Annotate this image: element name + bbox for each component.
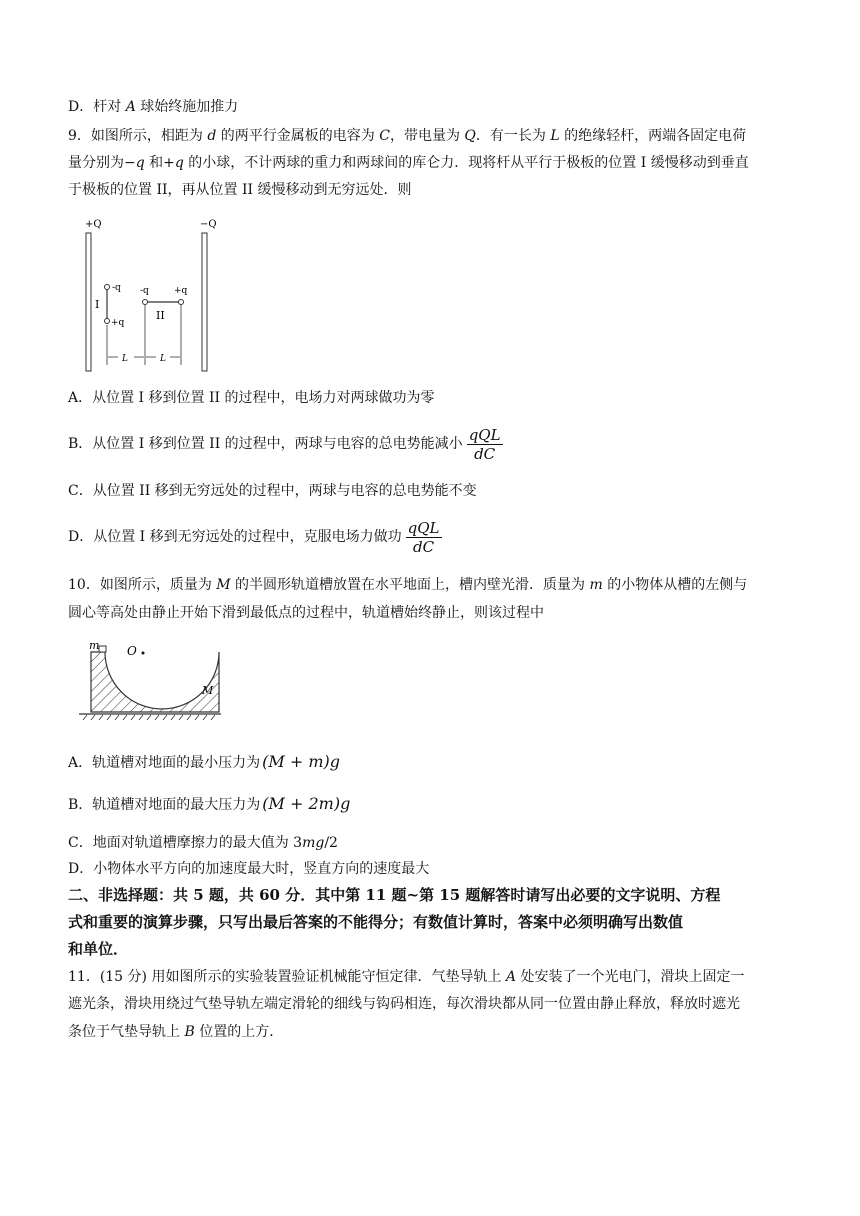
q9-option-d bbox=[68, 516, 442, 558]
q9-stem-line3: 于极板的位置 II，再从位置 II 缓慢移动到无穷远处．则 bbox=[68, 182, 412, 198]
capacitor-figure bbox=[80, 215, 225, 375]
stem-text: 量分别为− bbox=[68, 155, 136, 171]
stem-text: ，带电量为 bbox=[389, 128, 465, 144]
stem-text: 10．如图所示，质量为 bbox=[68, 577, 217, 593]
pos1-label: I bbox=[95, 298, 100, 311]
plate-left-label: +Q bbox=[85, 219, 102, 230]
q11-line2: 遮光条，滑块用绕过气垫导轨左端定滑轮的细线与钩码相连，每次滑块都从同一位置由静止释放，释放时遮光 bbox=[68, 996, 740, 1012]
variable-q: Q bbox=[464, 128, 476, 144]
charge-label: +q bbox=[111, 318, 125, 328]
charge-ball bbox=[143, 300, 148, 305]
q9-option-a: A．从位置 I 移到位置 II 的过程中，电场力对两球做功为零 bbox=[68, 390, 435, 406]
m-label: m bbox=[89, 639, 100, 652]
fraction bbox=[467, 426, 503, 463]
q9-option-b bbox=[68, 423, 503, 465]
q9-stem-line1 bbox=[68, 126, 746, 146]
q10-stem-line2: 圆心等高处由静止开始下滑到最低点的过程中，轨道槽始终静止，则该过程中 bbox=[68, 605, 544, 621]
fraction-denominator: dC bbox=[413, 537, 435, 556]
o-label: O bbox=[127, 644, 137, 658]
stem-text: 位置的上方． bbox=[194, 1024, 284, 1040]
fraction-denominator: dC bbox=[474, 444, 496, 463]
variable-a: A bbox=[505, 969, 517, 985]
dim-label: L bbox=[122, 354, 128, 364]
variable-m: m bbox=[589, 577, 603, 593]
section2-heading-line3: 和单位． bbox=[68, 940, 129, 958]
q10-option-b bbox=[68, 792, 350, 817]
option-text: 球始终施加推力 bbox=[135, 99, 239, 115]
variable-d: d bbox=[207, 128, 217, 144]
stem-text: 11．(15 分) 用如图所示的实验装置验证机械能守恒定律．气垫导轨上 bbox=[68, 969, 506, 985]
stem-text: 的小物体从槽的左侧与 bbox=[602, 577, 748, 593]
variable-a: A bbox=[125, 99, 136, 115]
q8-option-d bbox=[68, 97, 238, 117]
q9-stem-line2 bbox=[68, 153, 749, 173]
track-body bbox=[91, 652, 219, 712]
fraction-numerator: qQL bbox=[407, 518, 440, 537]
plate-right-label: −Q bbox=[200, 219, 217, 230]
plate-right bbox=[202, 233, 207, 371]
dim-label: L bbox=[160, 354, 166, 364]
stem-text: 的半圆形轨道槽放置在水平地面上，槽内壁光滑．质量为 bbox=[230, 577, 590, 593]
variable-b: B bbox=[184, 1024, 195, 1040]
center-point bbox=[142, 652, 145, 655]
formula: (M + m)g bbox=[262, 752, 340, 771]
stem-text: 和+ bbox=[144, 155, 175, 171]
stem-text: 9．如图所示，相距为 bbox=[68, 128, 208, 144]
ground-hatch bbox=[83, 715, 215, 720]
q10-option-a bbox=[68, 750, 340, 775]
variable-q: q bbox=[135, 155, 145, 171]
option-text: 杆对 bbox=[93, 99, 126, 115]
option-text: /2 bbox=[324, 835, 338, 851]
pos2-label: II bbox=[156, 309, 165, 322]
variable-l: L bbox=[550, 128, 560, 144]
q10-option-c bbox=[68, 833, 338, 853]
q11-line1 bbox=[68, 967, 744, 987]
stem-text: 的两平行金属板的电容为 bbox=[216, 128, 380, 144]
option-text: B．轨道槽对地面的最大压力为 bbox=[68, 797, 261, 813]
option-text: C．地面对轨道槽摩擦力的最大值为 3 bbox=[68, 835, 303, 851]
q10-option-d: D．小物体水平方向的加速度最大时，竖直方向的速度最大 bbox=[68, 861, 430, 877]
plate-left bbox=[86, 233, 91, 371]
fraction-numerator: qQL bbox=[468, 425, 501, 444]
charge-ball bbox=[105, 319, 110, 324]
small-block bbox=[99, 646, 106, 652]
stem-text: ．有一长为 bbox=[475, 128, 551, 144]
option-text: A．轨道槽对地面的最小压力为 bbox=[68, 755, 261, 771]
fraction bbox=[406, 519, 442, 556]
option-label: D． bbox=[68, 99, 94, 115]
stem-text: 的绝缘轻杆，两端各固定电荷 bbox=[559, 128, 747, 144]
charge-label: -q bbox=[112, 283, 121, 293]
variable-m: M bbox=[216, 577, 231, 593]
semicircle-track-figure bbox=[75, 638, 225, 723]
option-text: D．从位置 I 移到无穷远处的过程中，克服电场力做功 bbox=[68, 529, 402, 545]
formula: (M + 2m)g bbox=[262, 794, 351, 813]
charge-label: -q bbox=[140, 286, 149, 296]
charge-ball bbox=[179, 300, 184, 305]
stem-text: 的小球，不计两球的重力和两球间的库仑力．现将杆从平行于极板的位置 I 缓慢移动到垂直 bbox=[183, 155, 749, 171]
charge-ball bbox=[105, 285, 110, 290]
charge-label: +q bbox=[174, 286, 188, 296]
stem-text: 条位于气垫导轨上 bbox=[68, 1024, 185, 1040]
section2-heading-line2: 式和重要的演算步骤，只写出最后答案的不能得分；有数值计算时，答案中必须明确写出数值 bbox=[68, 913, 684, 931]
q11-line3 bbox=[68, 1022, 283, 1042]
variable-q: q bbox=[174, 155, 184, 171]
variable-c: C bbox=[379, 128, 390, 144]
option-text: B．从位置 I 移到位置 II 的过程中，两球与电容的总电势能减小 bbox=[68, 436, 463, 452]
stem-text: 处安装了一个光电门，滑块上固定一 bbox=[516, 969, 745, 985]
section2-heading-line1: 二、非选择题：共 5 题，共 60 分．其中第 11 题~第 15 题解答时请写出必要的文字说明、方程 bbox=[68, 886, 721, 904]
q10-stem-line1 bbox=[68, 575, 747, 595]
formula: mg bbox=[302, 835, 325, 851]
M-label: M bbox=[202, 684, 214, 697]
q9-option-c: C．从位置 II 移到无穷远处的过程中，两球与电容的总电势能不变 bbox=[68, 483, 477, 499]
